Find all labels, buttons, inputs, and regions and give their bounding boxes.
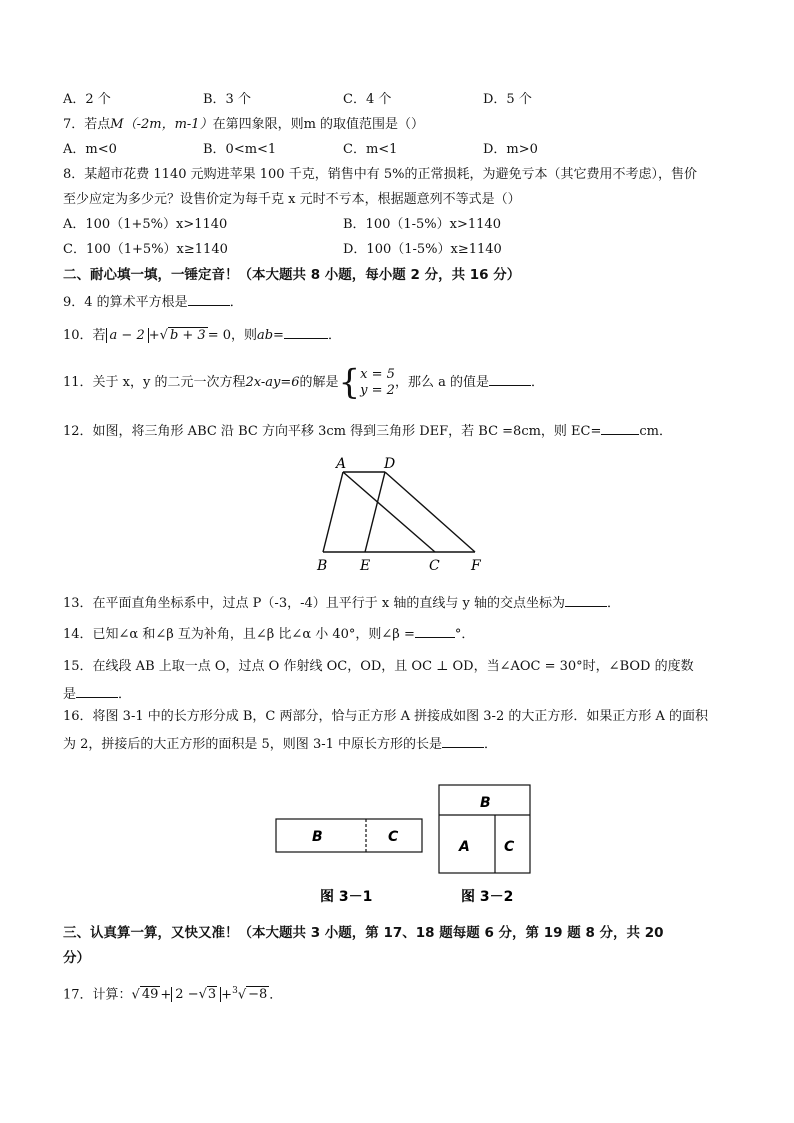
sqrt-49: 49	[141, 987, 159, 1003]
question-9	[63, 291, 243, 312]
question-15-end: ．	[118, 687, 132, 702]
option-b: B．3 个	[203, 92, 251, 107]
plus-sign: +	[160, 987, 172, 1003]
question-8-line1: 8．某超市花费 1140 元购进苹果 100 千克，销售中有 5%的正常损耗，为避免亏本（其它费用不考虑），售价	[63, 167, 697, 182]
brace: {	[338, 362, 361, 403]
question-15-line1: 15．在线段 AB 上取一点 O，过点 O 作射线 OC，OD，且 OC ⊥ OD，当∠AOC = 30°时，∠BOD 的度数	[63, 659, 694, 674]
plus-sign: +	[221, 987, 233, 1003]
question-12-text: 12．如图，将三角形 ABC 沿 BC 方向平移 3cm 得到三角形 DEF，若 BC =8cm，则 EC=	[63, 424, 602, 439]
q8-option-d: D．100（1-5%）x≥1140	[343, 242, 502, 257]
sqrt-sign: √	[198, 987, 207, 1003]
question-17-prefix: 17．计算：	[63, 987, 132, 1003]
question-9-end: ．	[229, 295, 243, 310]
segment-ab	[323, 472, 343, 552]
answer-blank[interactable]	[489, 371, 531, 386]
caption-3-2: 图 3－2	[461, 889, 514, 905]
abs-inner: a − 2	[109, 328, 145, 343]
question-13	[63, 592, 620, 613]
cube-root-index: 3	[232, 986, 238, 996]
section-3-title-line2: 分）	[63, 950, 90, 966]
q8-option-a: A．100（1+5%）x>1140	[63, 217, 228, 232]
cube-root-sign: √	[237, 987, 247, 1003]
question-14-text: 14．已知∠α 和∠β 互为补角，且∠β 比∠α 小 40°，则∠β =	[63, 627, 415, 642]
label-f: F	[471, 558, 481, 574]
label-d: D	[384, 456, 396, 472]
equation: 2x-ay=6	[245, 375, 300, 390]
question-11-suffix: ，那么 a 的值是	[394, 375, 489, 390]
option-d: D．5 个	[483, 92, 532, 107]
question-11-mid: 的解是	[299, 375, 339, 390]
question-14-end: °．	[454, 627, 475, 642]
question-16-end: ．	[484, 737, 498, 752]
fig2-label-b: B	[480, 795, 491, 811]
label-c: C	[429, 558, 440, 574]
fig1-label-b: B	[312, 829, 323, 845]
question-12	[63, 420, 672, 441]
question-10-prefix: 10．若	[63, 328, 106, 343]
answer-blank[interactable]	[442, 733, 484, 748]
answer-blank[interactable]	[284, 324, 328, 339]
sqrt-inner: b + 3	[169, 328, 206, 343]
question-17	[63, 980, 282, 1006]
question-16-line2	[63, 733, 497, 754]
answer-blank[interactable]	[565, 592, 607, 607]
question-16-line1: 16．将图 3-1 中的长方形分成 B，C 两部分，恰与正方形 A 拼接成如图 3-2 的大正方形．如果正方形 A 的面积	[63, 709, 709, 724]
question-17-end: ．	[269, 987, 283, 1003]
question-13-end: ．	[606, 596, 620, 611]
question-7-number: 7．若点	[63, 117, 111, 132]
sqrt-sign: √	[131, 987, 140, 1003]
label-a: A	[336, 456, 347, 472]
question-10-end: ．	[327, 328, 341, 343]
equals-text: = 0，则	[207, 328, 257, 343]
question-11-end: ．	[530, 375, 544, 390]
question-10	[63, 324, 341, 345]
q7-option-d: D．m>0	[483, 142, 538, 157]
question-9-text: 9．4 的算术平方根是	[63, 295, 188, 310]
translation-figure	[305, 452, 495, 577]
q7-option-c: C．m<1	[343, 142, 398, 157]
question-11-prefix: 11．关于 x，y 的二元一次方程	[63, 375, 246, 390]
segment-de	[365, 472, 385, 552]
rectangle-square-figure	[268, 771, 540, 911]
rectangle-3-1	[276, 819, 422, 852]
question-8-line2: 至少应定为多少元？设售价定为每千克 x 元时不亏本，根据题意列不等式是（）	[63, 192, 521, 207]
label-e: E	[360, 558, 371, 574]
q7-option-a: A．m<0	[63, 142, 117, 157]
segment-df	[385, 472, 475, 552]
ab-expr: ab=	[256, 328, 284, 343]
section-3-title-line1: 三、认真算一算，又快又准！（本大题共 3 小题，第 17、18 题每题 6 分，第 19 题 8 分，共 20	[63, 925, 664, 941]
answer-blank[interactable]	[76, 683, 118, 698]
abs-inner: 2 −	[175, 987, 199, 1003]
equation-system	[360, 367, 395, 399]
question-7	[63, 116, 424, 134]
label-b: B	[317, 558, 328, 574]
segment-ac	[343, 472, 435, 552]
abs-value	[106, 328, 149, 343]
question-13-text: 13．在平面直角坐标系中，过点 P（-3，-4）且平行于 x 轴的直线与 y 轴的交点坐标为	[63, 596, 565, 611]
q7-option-b: B．0<m<1	[203, 142, 277, 157]
q8-option-b: B．100（1-5%）x>1140	[343, 217, 501, 232]
sqrt-3: 3	[207, 987, 217, 1003]
question-16-text: 为 2，拼接后的大正方形的面积是 5，则图 3-1 中原长方形的长是	[63, 737, 443, 752]
fig2-label-a: A	[459, 839, 470, 855]
option-c: C．4 个	[343, 92, 392, 107]
cube-root-inner: −8	[248, 987, 268, 1003]
question-15-prefix: 是	[63, 687, 77, 702]
answer-blank[interactable]	[601, 420, 639, 435]
abs-value	[171, 987, 221, 1002]
equation-y: y = 2	[360, 382, 395, 398]
question-15-line2	[63, 683, 131, 704]
equation-x: x = 5	[360, 366, 395, 382]
answer-blank[interactable]	[415, 623, 455, 638]
question-14	[63, 623, 474, 644]
sqrt-sign: √	[159, 328, 168, 343]
question-7-text: 在第四象限，则m 的取值范围是（）	[212, 117, 425, 132]
fig1-label-c: C	[388, 829, 399, 845]
plus-sign: +	[148, 328, 160, 343]
question-12-end: cm．	[639, 424, 672, 439]
answer-blank[interactable]	[188, 291, 230, 306]
question-11	[63, 364, 544, 402]
caption-3-1: 图 3－1	[320, 889, 373, 905]
q8-option-c: C．100（1+5%）x≥1140	[63, 242, 228, 257]
option-a: A．2 个	[63, 92, 111, 107]
question-7-point: M（-2m，m-1）	[110, 117, 213, 132]
fig2-label-c: C	[504, 839, 515, 855]
section-2-title: 二、耐心填一填，一锤定音！（本大题共 8 小题，每小题 2 分，共 16 分）	[63, 267, 521, 283]
